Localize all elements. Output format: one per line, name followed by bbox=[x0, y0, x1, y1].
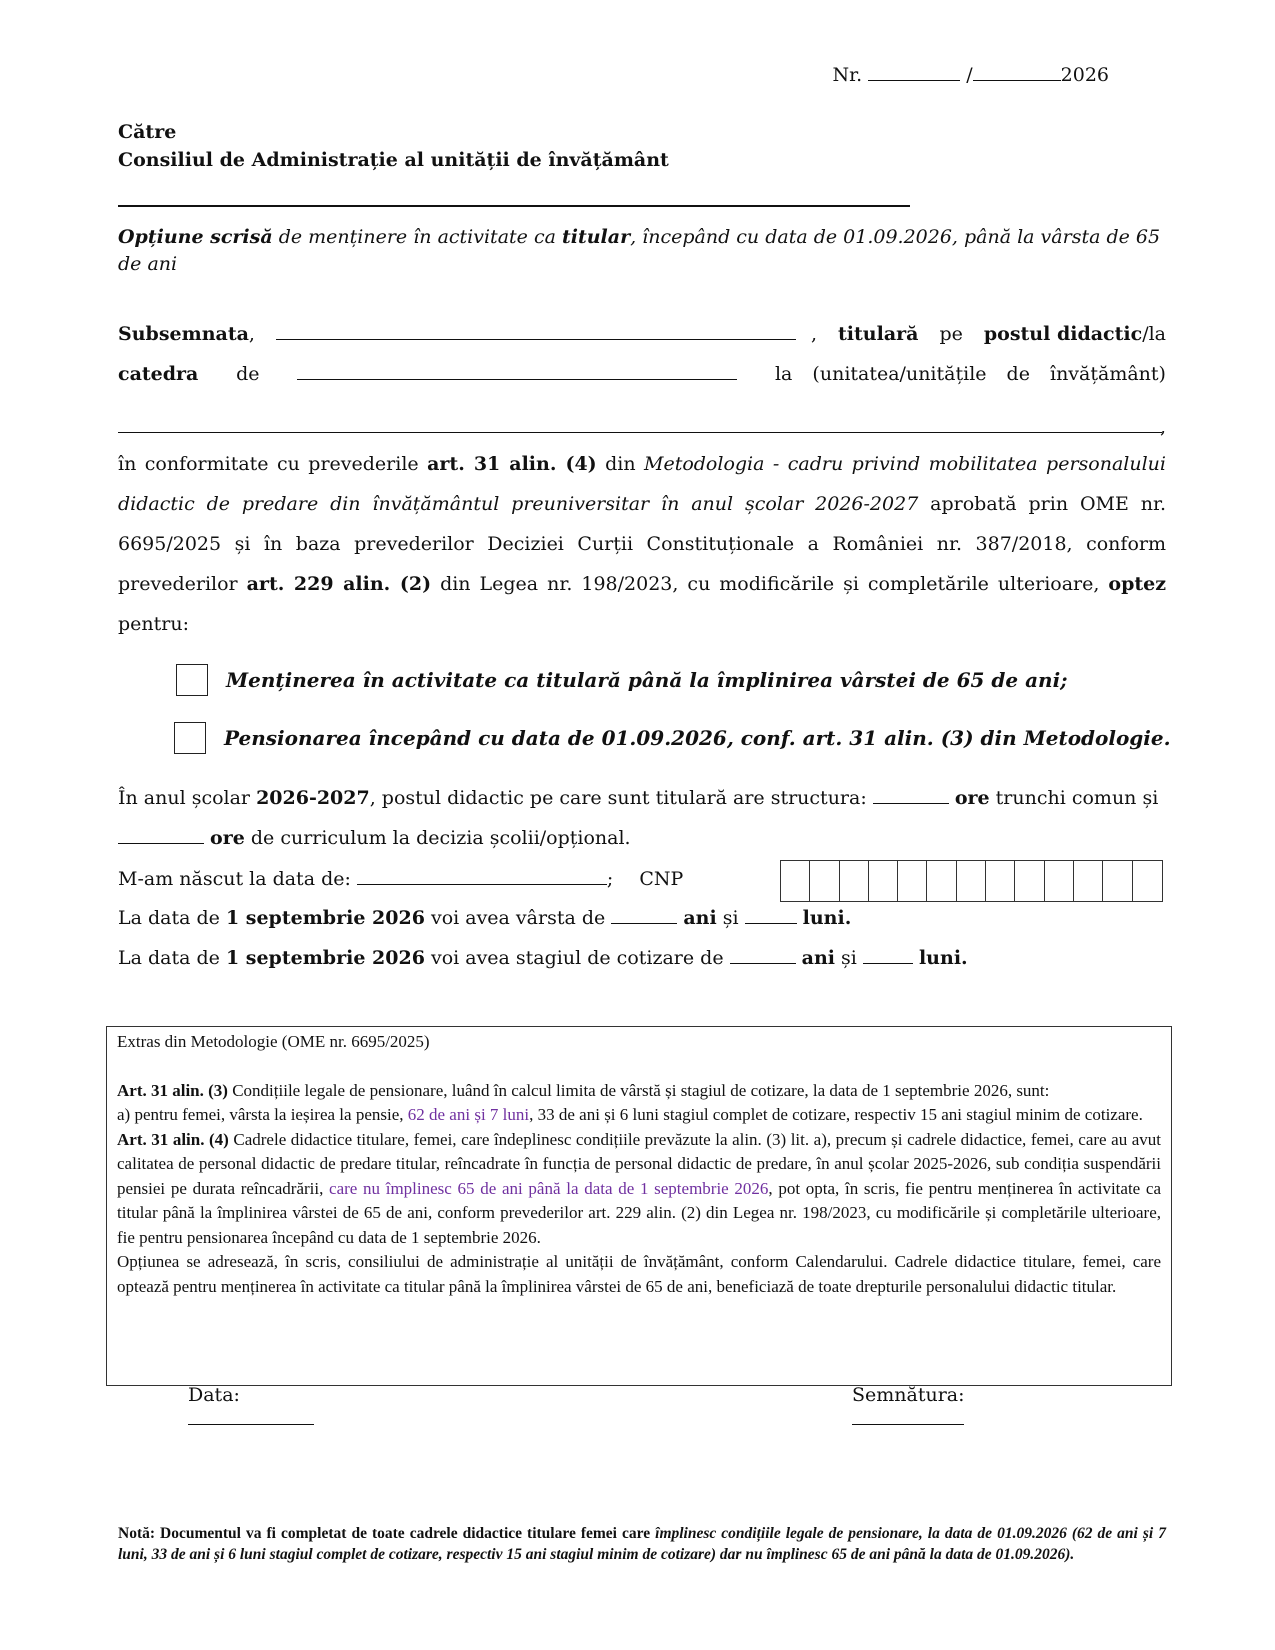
text: La data de bbox=[118, 947, 226, 969]
text: voi avea vârsta de bbox=[424, 907, 612, 929]
unitate-field[interactable] bbox=[118, 432, 1162, 433]
footnote-italic: împlinesc condițiile legale de pensionare, la data de 01.09.2026 (62 de ani și 7 luni, 33 de ani și 6 luni stagiul complet de cotizare, respectiv 15 ani stagiul minim de cotizare) dar nu împlinesc 65 de ani până la data de 01.09.2026). bbox=[118, 1525, 1166, 1563]
addressee-line-2: Consiliul de Administrație al unității de învățământ bbox=[118, 149, 669, 171]
pe-label: pe bbox=[939, 323, 963, 345]
catedra-field[interactable] bbox=[297, 361, 737, 380]
art-31-3-paragraph bbox=[117, 1079, 1161, 1104]
cnp-digit-2[interactable] bbox=[810, 861, 839, 901]
cnp-digit-4[interactable] bbox=[869, 861, 898, 901]
cds-hours-field[interactable] bbox=[118, 825, 204, 844]
cnp-digit-10[interactable] bbox=[1045, 861, 1074, 901]
ani-label: ani bbox=[683, 907, 717, 929]
registration-number bbox=[832, 64, 1109, 86]
catedra-line bbox=[118, 354, 1166, 394]
addressee-line-1: Către bbox=[118, 121, 177, 143]
condition-highlight: care nu împlinesc 65 de ani până la data de 1 septembrie 2026 bbox=[329, 1178, 769, 1198]
ani-label: ani bbox=[801, 947, 836, 969]
stagiu-months-field[interactable] bbox=[863, 945, 913, 964]
text: voi avea stagiul de cotizare de bbox=[424, 947, 730, 969]
cnp-digit-1[interactable] bbox=[781, 861, 810, 901]
text: din bbox=[596, 453, 644, 475]
la-unitatea-label: la (unitatea/unitățile de învățământ) bbox=[774, 363, 1166, 385]
cnp-label: CNP bbox=[639, 868, 684, 890]
luni-label: luni bbox=[918, 947, 962, 969]
semicolon: ; bbox=[606, 868, 614, 890]
text: și bbox=[835, 947, 863, 969]
postul-didactic-label: postul didactic bbox=[983, 323, 1143, 345]
metodologie-extract-box bbox=[106, 1026, 1172, 1386]
signature-label: Semnătura: bbox=[852, 1384, 965, 1406]
date-field[interactable] bbox=[188, 1406, 314, 1425]
dot: . bbox=[844, 907, 852, 929]
cnp-digit-12[interactable] bbox=[1103, 861, 1132, 901]
subtitle-titular: titular bbox=[561, 226, 631, 248]
luni-label: luni bbox=[802, 907, 845, 929]
la-slash: /la bbox=[1142, 323, 1166, 345]
option-1-label: Menținerea în activitate ca titulară până la împlinirea vârstei de 65 de ani; bbox=[226, 668, 1068, 692]
text: În anul școlar bbox=[118, 787, 257, 809]
signature-field[interactable] bbox=[852, 1406, 964, 1425]
text: , postul didactic pe care sunt titulară are structura: bbox=[369, 787, 873, 809]
cnp-digit-5[interactable] bbox=[898, 861, 927, 901]
nr-year: 2026 bbox=[1060, 64, 1109, 86]
art-31-3-label: Art. 31 alin. (3) bbox=[117, 1080, 228, 1100]
catedra-label: catedra bbox=[118, 363, 199, 385]
nr-field[interactable] bbox=[868, 64, 960, 81]
cnp-digit-8[interactable] bbox=[986, 861, 1015, 901]
text: aprobată prin OME nr. 6695/2025 și în baza prevederilor Deciziei Curții Constituționale a României nr. 387/2018, conform prevederilor bbox=[118, 493, 1167, 595]
art-31-4-paragraph bbox=[117, 1128, 1161, 1251]
text: a) pentru femei, vârsta la ieșirea la pensie, bbox=[117, 1105, 408, 1124]
text: trunchi comun și bbox=[989, 787, 1159, 809]
option-2-checkbox[interactable] bbox=[174, 722, 206, 754]
age-highlight: 62 de ani și 7 luni bbox=[407, 1105, 530, 1124]
date-label: Data: bbox=[188, 1384, 240, 1406]
ore-label: ore bbox=[954, 787, 990, 809]
birth-date-field[interactable] bbox=[357, 866, 607, 885]
cnp-boxes bbox=[780, 860, 1163, 902]
date-block bbox=[188, 1384, 314, 1425]
subtitle-text-1: de menținere în activitate ca bbox=[272, 226, 562, 248]
trailing-comma: , bbox=[1160, 416, 1167, 438]
comma: , bbox=[248, 323, 255, 345]
nr-prefix: Nr. bbox=[832, 64, 863, 86]
text: din Legea nr. 198/2023, cu modificările și completările ulterioare, bbox=[431, 573, 1109, 595]
addressee-underline-field[interactable] bbox=[118, 205, 910, 207]
footnote-bold: Notă: Documentul va fi completat de toate cadrele didactice titulare femei care bbox=[118, 1525, 656, 1542]
option-2-label: Pensionarea începând cu data de 01.09.2026, conf. art. 31 alin. (3) din Metodologie. bbox=[224, 726, 1171, 750]
subsemnata-line bbox=[118, 314, 1166, 354]
option-1-checkbox[interactable] bbox=[176, 664, 208, 696]
extract-title: Extras din Metodologie (OME nr. 6695/2025) bbox=[117, 1032, 430, 1051]
point-a-paragraph bbox=[117, 1103, 1161, 1128]
signature-block bbox=[852, 1384, 965, 1425]
addressee-block bbox=[118, 118, 669, 174]
subtitle-text-2: , începând cu data de 01.09.2026, până la vârsta de 65 de ani bbox=[118, 226, 1161, 275]
stagiu-line bbox=[118, 945, 968, 969]
nr-separator: / bbox=[966, 64, 973, 86]
titulara-label: titulară bbox=[838, 323, 919, 345]
school-year: 2026-2027 bbox=[256, 787, 370, 809]
age-months-field[interactable] bbox=[745, 905, 797, 924]
stagiu-years-field[interactable] bbox=[730, 945, 796, 964]
cnp-digit-7[interactable] bbox=[957, 861, 986, 901]
optiunea-paragraph: Opțiunea se adresează, în scris, consiliului de administrație al unității de învățământ, conform Calendarului. Cadrele didactice titulare, femei, care optează pentru menținerea în activitate ca titular până la împlinirea vârstei de 65 de ani, beneficiază de toate drepturile personalului didactic titular. bbox=[117, 1252, 1161, 1296]
cnp-digit-3[interactable] bbox=[840, 861, 869, 901]
option-2 bbox=[174, 722, 1171, 754]
text: pentru: bbox=[118, 613, 189, 635]
cnp-digit-9[interactable] bbox=[1015, 861, 1044, 901]
art-229-2-ref: art. 229 alin. (2) bbox=[246, 573, 432, 595]
art-31-4-ref: art. 31 alin. (4) bbox=[427, 453, 597, 475]
art-31-4-label: Art. 31 alin. (4) bbox=[117, 1129, 229, 1149]
name-field[interactable] bbox=[276, 321, 796, 340]
dot: . bbox=[961, 947, 968, 969]
birth-line bbox=[118, 866, 683, 890]
text: de curriculum la decizia școlii/opțional. bbox=[244, 827, 631, 849]
age-date: 1 septembrie 2026 bbox=[225, 907, 425, 929]
stagiu-date: 1 septembrie 2026 bbox=[225, 947, 425, 969]
structure-paragraph bbox=[118, 778, 1166, 858]
text: și bbox=[716, 907, 745, 929]
nr-date-field[interactable] bbox=[973, 64, 1061, 81]
text: în conformitate cu prevederile bbox=[118, 453, 428, 475]
trunchi-hours-field[interactable] bbox=[873, 785, 949, 804]
age-line bbox=[118, 905, 851, 929]
text: , pot opta, în scris, fie pentru menținerea în activitate ca titular până la împlinirea vârstei de 65 de ani, conform prevederilor art. 229 alin. (2) din Legea nr. 198/2023, cu modificările și completările ulterioare, fie pentru pensionarea începând cu data de 1 septembrie 2026. bbox=[117, 1178, 1161, 1247]
subtitle-bold: Opțiune scrisă bbox=[118, 226, 273, 248]
optez-label: optez bbox=[1108, 573, 1167, 595]
age-years-field[interactable] bbox=[611, 905, 677, 924]
text: , 33 de ani și 6 luni stagiul complet de cotizare, respectiv 15 ani stagiul minim de cotizare. bbox=[529, 1105, 1143, 1124]
cnp-digit-6[interactable] bbox=[927, 861, 956, 901]
document-subtitle bbox=[118, 224, 1166, 278]
conformitate-paragraph bbox=[118, 444, 1166, 644]
cnp-digit-11[interactable] bbox=[1074, 861, 1103, 901]
text: La data de bbox=[118, 907, 226, 929]
birth-label: M-am născut la data de: bbox=[118, 868, 351, 890]
cnp-digit-13[interactable] bbox=[1133, 861, 1162, 901]
option-1 bbox=[176, 664, 1068, 696]
footnote bbox=[118, 1523, 1166, 1565]
text: Cadrele didactice titulare, femei, care îndeplinesc condițiile prevăzute la alin. (3) lit. a), precum și cadrele didactice, femei, care au avut calitatea de personal didactic de predare titular, reîncadrate în funcția de personal didactic de predare, în anul școlar 2025-2026, sub condiția suspendării pensiei pe durata reîncadrării, bbox=[117, 1129, 1161, 1198]
ore-label: ore bbox=[210, 827, 245, 849]
text: Condițiile legale de pensionare, luând în calcul limita de vârstă și stagiul de cotizare, la data de 1 septembrie 2026, sunt: bbox=[227, 1080, 1050, 1100]
de-label: de bbox=[236, 363, 260, 385]
subsemnata-label: Subsemnata bbox=[118, 323, 249, 345]
metodologia-title: Metodologia - cadru privind mobilitatea personalului didactic de predare din învățământul preuniversitar în anul școlar 2026-2027 bbox=[118, 453, 1166, 515]
comma: , bbox=[810, 323, 818, 345]
